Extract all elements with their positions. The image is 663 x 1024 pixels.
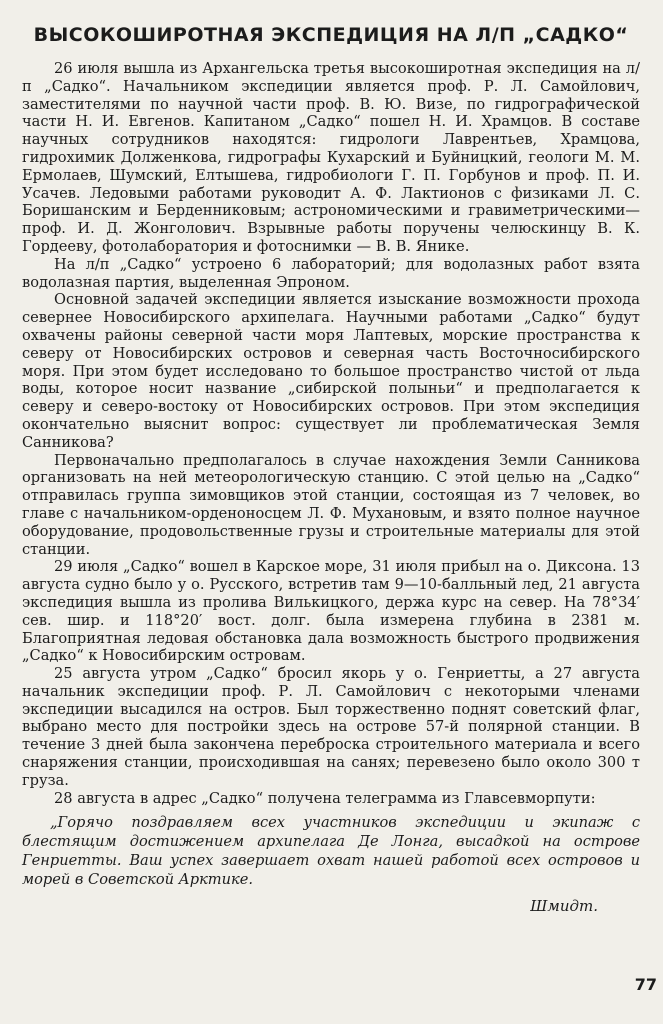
paragraph-route: 29 июля „Садко“ вошел в Карское море, 31 июля прибыл на о. Диксона. 13 августа судно было у о. Русского, встретив там 9—10-балльный лед, 21 августа экспедиция вышла из пролива Вилькицкого, держа курс на север. На 78°34′ сев. шир. и 118°20′ вост. долг. была измерена глубина в 2381 м. Благоприятная ледовая обстановка дала возможность быстрого продвижения „Садко“ к Новосибирским островам. bbox=[22, 558, 640, 665]
page-number: 77 bbox=[634, 975, 657, 994]
paragraph-main-task: Основной задачей экспедиции является изыскание возможности прохода севернее Новосибирского архипелага. Научными работами „Садко“ будут охвачены районы северной части моря Лаптевых, морские пространства к северу от Новосибирских островов и северная часть Восточносибирского моря. При этом будет исследовано то большое пространство чистой от льда воды, которое носит название „сибирской полыньи“ и предполагается к северу и северо-востоку от Новосибирских островов. При этом экспедиция окончательно выяснит вопрос: существует ли проблематическая Земля Санникова? bbox=[22, 291, 640, 451]
paragraph-henrietta-island: 25 августа утром „Садко“ бросил якорь у о. Генриетты, а 27 августа начальник экспедиции проф. Р. Л. Самойлович с некоторыми членами экспедиции высадился на остров. Был торжественно поднят советский флаг, выбрано место для постройки здесь на острове 57-й полярной станции. В течение 3 дней была закончена переброска строительного материала и всего снаряжения станции, происходившая на санях; перевезено было около 300 т груза. bbox=[22, 665, 640, 789]
document-page bbox=[22, 18, 640, 1018]
paragraph-sannikov-station: Первоначально предполагалось в случае нахождения Земли Санникова организовать на ней метеорологическую станцию. С этой целью на „Садко“ отправилась группа зимовщиков этой станции, состоящая из 7 человек, во главе с начальником-орденоносцем Л. Ф. Мухановым, и взято полное научное оборудование, продовольственные грузы и строительные материалы для этой станции. bbox=[22, 451, 640, 558]
paragraph-telegram-intro: 28 августа в адрес „Садко“ получена телеграмма из Главсевморпути: bbox=[54, 789, 596, 807]
telegram-text: „Горячо поздравляем всех участников экспедиции и экипаж с блестящим достижением архипелага Де Лонга, высадкой на острове Генриетты. Ваш успех завершает охват нашей работой всех островов и морей в Советской Арктике. bbox=[22, 814, 640, 889]
paragraph-laboratories: На л/п „Садко“ устроено 6 лабораторий; для водолазных работ взята водолазная партия, выделенная Эпроном. bbox=[22, 255, 640, 291]
paragraph-expedition-staff: 26 июля вышла из Архангельска третья высокоширотная экспедиция на л/п „Садко“. Начальником экспедиции является проф. Р. Л. Самойлович, заместителями по научной части проф. В. Ю. Визе, по гидрографической части Н. И. Евгенов. Капитаном „Садко“ пошел Н. И. Храмцов. В составе научных сотрудников находятся: гидрологи Лаврентьев, Храмцова, гидрохимик Долженкова, гидрографы Кухарский и Буйницкий, геологи М. М. Ермолаев, Шумский, Елтышева, гидробиологи Г. П. Горбунов и проф. П. И. Усачев. Ледовыми работами руководит А. Ф. Лактионов с физиками Л. С. Боришанским и Берденниковым; астрономическими и гравиметрическими—проф. И. Д. Жонголович. Взрывные работы поручены челюскинцу В. К. Гордееву, фотолаборатория и фотоснимки — В. В. Янике. bbox=[22, 60, 640, 255]
telegram-signature: Шмидт. bbox=[530, 897, 598, 916]
article-title: ВЫСОКОШИРОТНАЯ ЭКСПЕДИЦИЯ НА Л/П „САДКО“ bbox=[33, 24, 629, 46]
